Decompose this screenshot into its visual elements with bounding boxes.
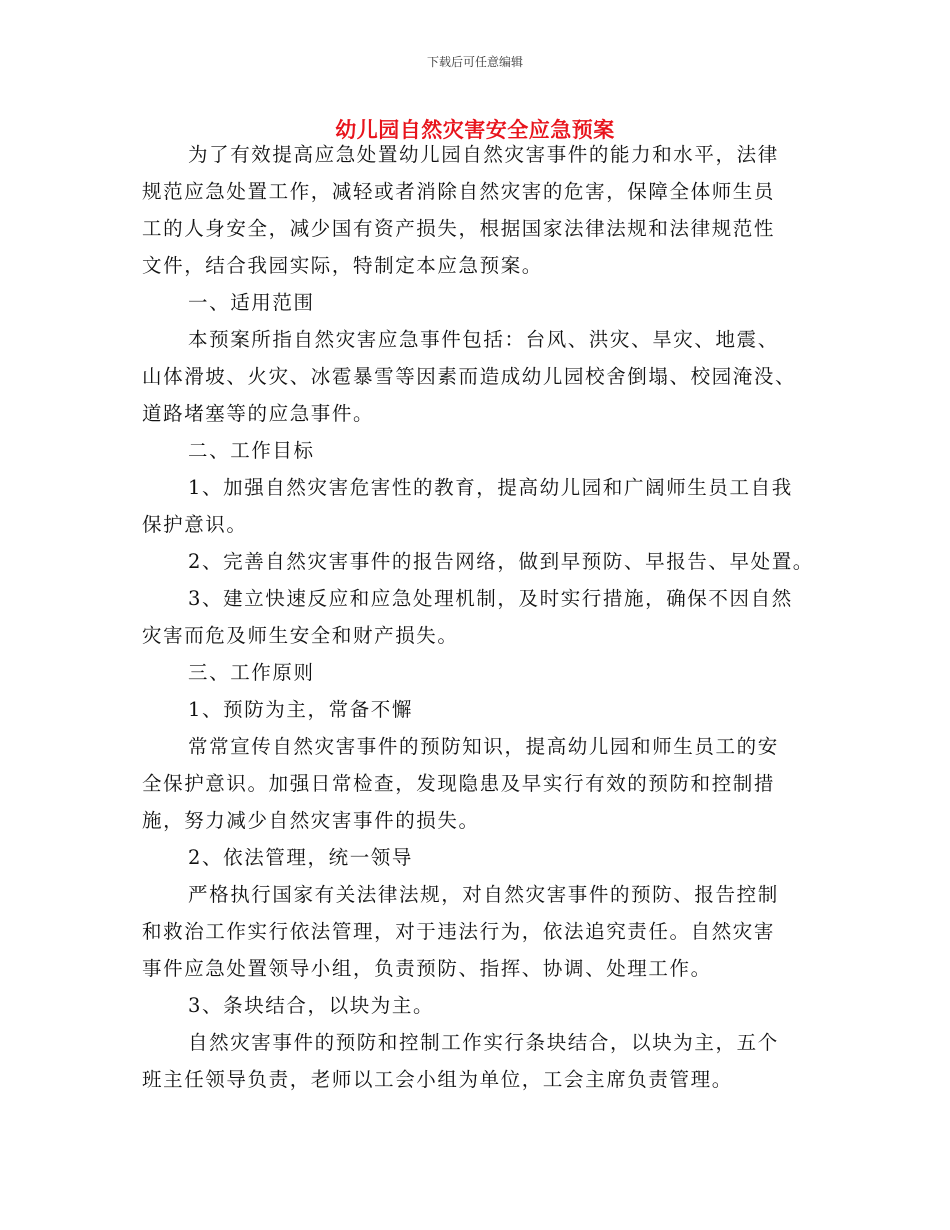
paragraph <box>142 321 814 432</box>
paragraph-line: 施，努力减少自然灾害事件的损失。 <box>142 809 480 832</box>
paragraph-line: 班主任领导负责，老师以工会小组为单位，工会主席负责管理。 <box>142 1068 733 1091</box>
paragraph-line: 3、条块结合，以块为主。 <box>188 994 435 1017</box>
paragraph <box>142 728 814 839</box>
paragraph-line: 1、加强自然灾害危害性的教育，提高幼儿园和广阔师生员工自我 <box>188 476 793 499</box>
paragraph-line: 一、适用范围 <box>188 291 315 314</box>
paragraph-line: 3、建立快速反应和应急处理机制，及时实行措施，确保不因自然 <box>188 587 793 610</box>
paragraph-line: 灾害而危及师生安全和财产损失。 <box>142 624 459 647</box>
paragraph-line: 为了有效提高应急处置幼儿园自然灾害事件的能力和水平，法律 <box>188 143 779 166</box>
paragraph <box>142 1024 814 1098</box>
paragraph <box>142 987 814 1024</box>
paragraph-line: 自然灾害事件的预防和控制工作实行条块结合，以块为主，五个 <box>188 1031 779 1054</box>
paragraph <box>142 284 814 321</box>
paragraph <box>142 876 814 987</box>
paragraph-line: 文件，结合我园实际，特制定本应急预案。 <box>142 254 543 277</box>
paragraph <box>142 136 814 284</box>
paragraph <box>142 580 814 654</box>
paragraph-line: 本预案所指自然灾害应急事件包括：台风、洪灾、旱灾、地震、 <box>188 328 779 351</box>
paragraph-line: 常常宣传自然灾害事件的预防知识，提高幼儿园和师生员工的安 <box>188 735 779 758</box>
paragraph-line: 1、预防为主，常备不懈 <box>188 698 414 721</box>
paragraph-line: 和救治工作实行依法管理，对于违法行为，依法追究责任。自然灾害 <box>142 920 776 943</box>
paragraph-line: 工的人身安全，减少国有资产损失，根据国家法律法规和法律规范性 <box>142 217 776 240</box>
paragraph <box>142 691 814 728</box>
paragraph <box>142 469 814 543</box>
paragraph-line: 道路堵塞等的应急事件。 <box>142 402 375 425</box>
paragraph-line: 严格执行国家有关法律法规，对自然灾害事件的预防、报告控制 <box>188 883 779 906</box>
document-body <box>142 136 814 1098</box>
header-note: 下载后可任意编辑 <box>426 55 523 69</box>
paragraph-line: 全保护意识。加强日常检查，发现隐患及早实行有效的预防和控制措 <box>142 772 776 795</box>
paragraph-line: 规范应急处置工作，减轻或者消除自然灾害的危害，保障全体师生员 <box>142 180 776 203</box>
paragraph-line: 保护意识。 <box>142 513 248 536</box>
paragraph-line: 山体滑坡、火灾、冰雹暴雪等因素而造成幼儿园校舍倒塌、校园淹没、 <box>142 365 797 388</box>
paragraph-line: 二、工作目标 <box>188 439 315 462</box>
paragraph <box>142 543 814 580</box>
paragraph <box>142 432 814 469</box>
paragraph-line: 2、完善自然灾害事件的报告网络，做到早预防、早报告、早处置。 <box>188 550 814 573</box>
paragraph <box>142 654 814 691</box>
paragraph-line: 事件应急处置领导小组，负责预防、指挥、协调、处理工作。 <box>142 957 712 980</box>
paragraph <box>142 839 814 876</box>
paragraph-line: 三、工作原则 <box>188 661 315 684</box>
page-title: 幼儿园自然灾害安全应急预案 <box>335 118 615 142</box>
paragraph-line: 2、依法管理，统一领导 <box>188 846 414 869</box>
